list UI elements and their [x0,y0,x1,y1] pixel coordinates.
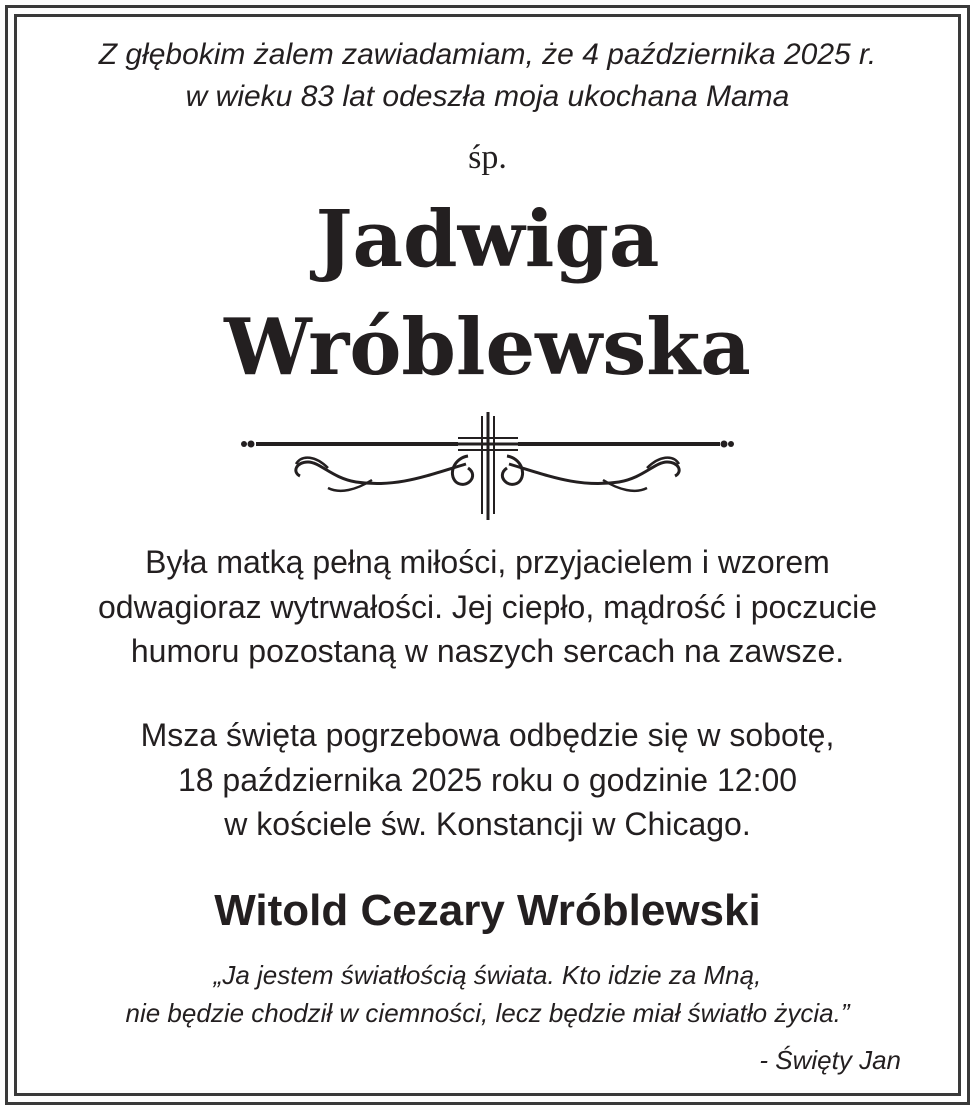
quote-line: „Ja jestem światłością świata. Kto idzie za Mną, [213,960,762,990]
deceased-prefix: śp. [468,139,507,176]
deceased-first-name: Jadwiga [315,194,660,285]
quote-line: nie będzie chodził w ciemności, lecz będzie miał światło życia.” [125,998,850,1028]
cross-ornament-icon [236,410,739,520]
quote-attribution: - Święty Jan [759,1045,901,1075]
mass-line: Msza święta pogrzebowa odbędzie się w sobotę, [140,717,835,753]
tribute-line: Była matką pełną miłości, przyjacielem i wzorem [145,544,830,580]
mass-line: w kościele św. Konstancji w Chicago. [224,806,751,842]
intro-text [0,34,975,118]
tribute-line: humoru pozostaną w naszych sercach na zawsze. [130,633,845,669]
funeral-mass-info [0,713,975,847]
intro-line: w wieku 83 lat odeszła moja ukochana Mama [185,80,790,113]
mass-line: 18 października 2025 roku o godzinie 12:00 [177,761,798,798]
intro-line: Z głębokim żalem zawiadamiam, że 4 października 2025 r. [98,38,877,71]
deceased-surname: Wróblewska [224,302,751,393]
bible-quote [0,956,975,1032]
signer-name: Witold Cezary Wróblewski [214,886,761,935]
tribute-text [0,540,975,674]
tribute-line: odwagioraz wytrwałości. Jej ciepło, mądrość i poczucie [98,588,877,625]
